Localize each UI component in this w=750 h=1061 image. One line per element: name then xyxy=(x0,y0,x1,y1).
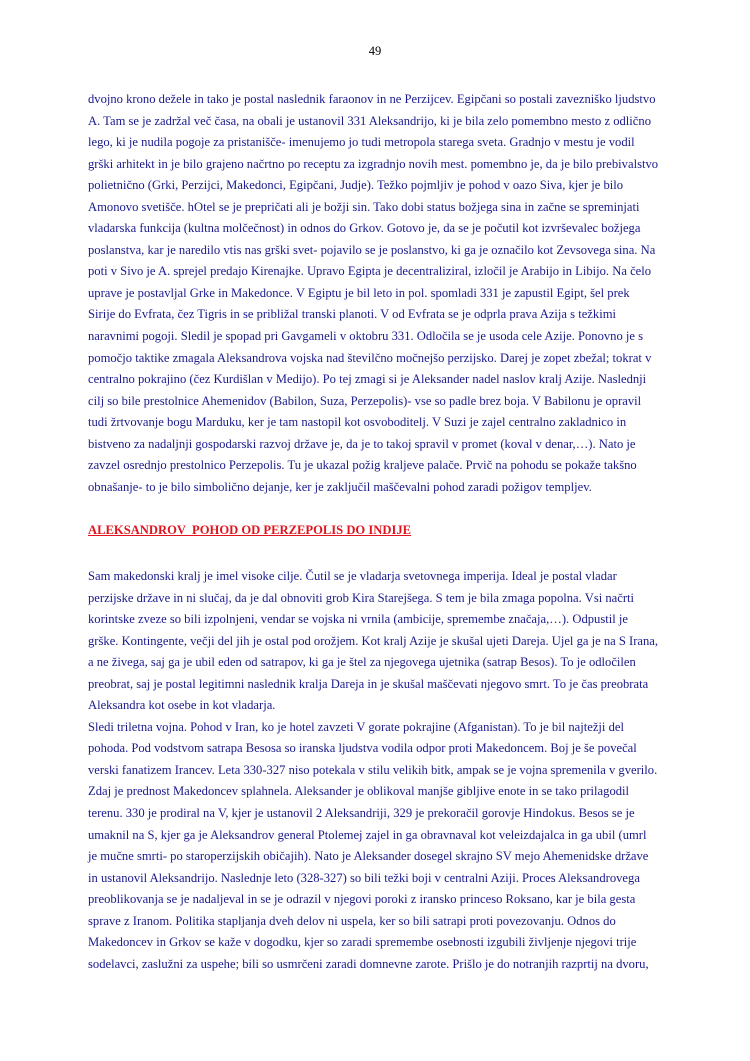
text-line: Sam makedonski kralj je imel visoke cilje. Čutil se je vladarja svetovnega imperija. Ideal je postal vladar xyxy=(88,569,617,583)
text-line: je mučne smrti- po staroperzijskih običajih). Nato je Aleksander dosegel skrajno SV mejo Ahemenidske države xyxy=(88,849,649,864)
section-heading: ALEKSANDROV POHOD OD PERZEPOLIS DO INDIJE xyxy=(88,523,412,537)
text-line: Sledi triletna vojna. Pohod v Iran, ko je hotel zavzeti V gorate pokrajine (Afganistan). To je bil najtežji del xyxy=(88,719,624,734)
text-line: korintske zveze so bili izpolnjeni, vendar se vojska ni vrnila (ambicije, spremembe značaja,…). Odpustil je xyxy=(88,612,628,627)
text-line: bistveno za nadaljnji gospodarski razvoj države je, da je to takoj spravil v promet (koval v denar,…). Nato je xyxy=(88,436,636,451)
text-line: preobrat, saj je postal legitimni naslednik kralja Dareja in je skušal maščevati njegovo smrt. To je čas preobrata xyxy=(88,676,649,691)
text-line: poslanstva, kar je naredilo vtis nas grški svet- pojavilo se je poslanstvo, ki ga je označilo kot Zevsovega sina. Na xyxy=(88,242,656,257)
text-line: pohoda. Pod vodstvom satrapa Besosa so iranska ljudstva vodila odpor proti Makedoncem. Boj je še povečal xyxy=(88,741,637,756)
text-line: preoblikovanja se je nadaljeval in se je odrazil v njegovi poroki z iransko princeso Roksano, kar je bila gesta xyxy=(88,892,636,907)
text-line: dvojno krono dežele in tako je postal naslednik faraonov in ne Perzijcev. Egipčani so postali zavezniško ljudstvo xyxy=(88,92,656,106)
text-line: obnašanje- to je bilo simbolično dejanje, ker je zaključil maščevalni pohod zaradi požigov templjev. xyxy=(88,479,592,494)
text-line: polietnično (Grki, Perzijci, Makedonci, Egipčani, Judje). Težko pojmljiv je pohod v oazo Siva, kjer je bilo xyxy=(88,178,624,193)
text-line: cilj so bile prestolnice Ahemenidov (Babilon, Suza, Perzepolis)- vse so padle brez boja. V Babilonu je opravil xyxy=(88,393,642,408)
text-line: vladarska funkcija (kultna molčečnost) in odnos do Grkov. Gotovo je, da se je počutil kot izvrševalec božjega xyxy=(88,221,641,236)
text-line: zavzel osrednjo prestolnico Perzepolis. Tu je ukazal požig kraljeve palače. Prvič na pohodu se pokaže takšno xyxy=(88,458,637,473)
text-line: a ne živega, saj ga je ubil eden od satrapov, ki ga je štel za njegovega ujetnika (satrap Besos). To je odločilen xyxy=(88,655,636,670)
text-line: in ustanovil Aleksandrijo. Naslednje leto (328-327) so bili težki boji v centralni Aziji. Proces Aleksandrovega xyxy=(88,870,640,885)
text-line: perzijske države in ni slučaj, da je dal obnoviti grob Kira Starejšega. S tem je bila zmaga popolna. Vsi načrti xyxy=(88,590,635,605)
paragraph-2 xyxy=(88,566,668,975)
text-line: sodelavci, zaslužni za uspehe; bili so usmrčeni zaradi domnevne zarote. Prišlo je do notranjih razprtij na dvoru, xyxy=(88,956,649,971)
paragraph-1 xyxy=(88,89,668,498)
text-line: Sirije do Evfrata, čez Tigris in se približal transki planoti. V od Evfrata se je odprla prava Azija s težkimi xyxy=(88,307,616,322)
page-number: 49 xyxy=(368,44,382,58)
text-line: umaknil na S, kjer ga je Aleksandrov general Ptolemej zajel in ga obravnaval kot veleizdajalca in ga ubil (umrl xyxy=(88,827,647,842)
text-line: Amonovo svetišče. hOtel se je prepričati ali je božji sin. Tako dobi status božjega sina in začne se spreminjati xyxy=(88,199,640,214)
text-line: Makedoncev in Grkov se kaže v dogodku, kjer so zaradi spremembe osebnosti izgubili življenje njegovi trije xyxy=(88,935,637,950)
text-line: sprave z Iranom. Politika stapljanja dveh delov ni uspela, ker so bili satrapi proti povezovanju. Odnos do xyxy=(88,913,616,928)
text-line: naravnimi pogoji. Sledil je spopad pri Gavgameli v oktobru 331. Odločila se je usoda cele Azije. Ponovno je s xyxy=(88,329,644,344)
text-line: verski fanatizem Irancev. Leta 330-327 niso potekala v stilu velikih bitk, ampak se je vojna spremenila v gverilo. xyxy=(88,762,658,777)
text-line: grške. Kontingente, večji del jih je ostal pod orožjem. Kot kralj Azije je skušal ujeti Dareja. Ujel ga je na S Irana, xyxy=(88,633,659,648)
text-line: Aleksandra kot osebe in kot vladarja. xyxy=(88,698,276,713)
text-line: tudi žrtvovanje bogu Marduku, ker je tam nastopil kot osvoboditelj. V Suzi je zajel centralno zakladnico in xyxy=(88,415,627,430)
text-line: grški arhitekt in je bilo grajeno načrtno po receptu za izgradnjo novih mest. pomembno je, da je bilo prebivalstvo xyxy=(88,156,659,171)
text-line: A. Tam se je zadržal več časa, na obali je ustanovil 331 Aleksandrijo, ki je bila zelo pomembno mesto z odlično xyxy=(88,113,651,128)
text-line: poti v Sivo je A. sprejel predajo Kirenajke. Upravo Egipta je decentraliziral, izločil je Arabijo in Libijo. Na čelo xyxy=(88,264,652,279)
text-line: uprave je postavljal Grke in Makedonce. V Egiptu je bil leto in pol. spomladi 331 je zapustil Egipt, šel prek xyxy=(88,285,630,300)
text-line: terenu. 330 je prodiral na V, kjer je ustanovil 2 Aleksandriji, 329 je prekoračil gorovje Hindokus. Besos se je xyxy=(88,806,635,821)
text-line: centralno pokrajino (čez Kurdišlan v Medijo). Po tej zmagi si je Aleksander nadel naslov kralj Azije. Naslednji xyxy=(88,372,647,387)
text-line: pomočjo taktike zmagala Aleksandrova vojska nad številčno močnejšo perzijsko. Darej je zopet zbežal; tokrat v xyxy=(88,350,652,365)
text-line: Zdaj je prednost Makedoncev splahnela. Aleksander je oblikoval manjše gibljive enote in se tako prilagodil xyxy=(88,784,630,799)
text-line: lego, ki je nudila pogoje za pristanišče- imenujemo jo tudi metropola starega sveta. Gradnjo v mestu je vodil xyxy=(88,135,635,150)
